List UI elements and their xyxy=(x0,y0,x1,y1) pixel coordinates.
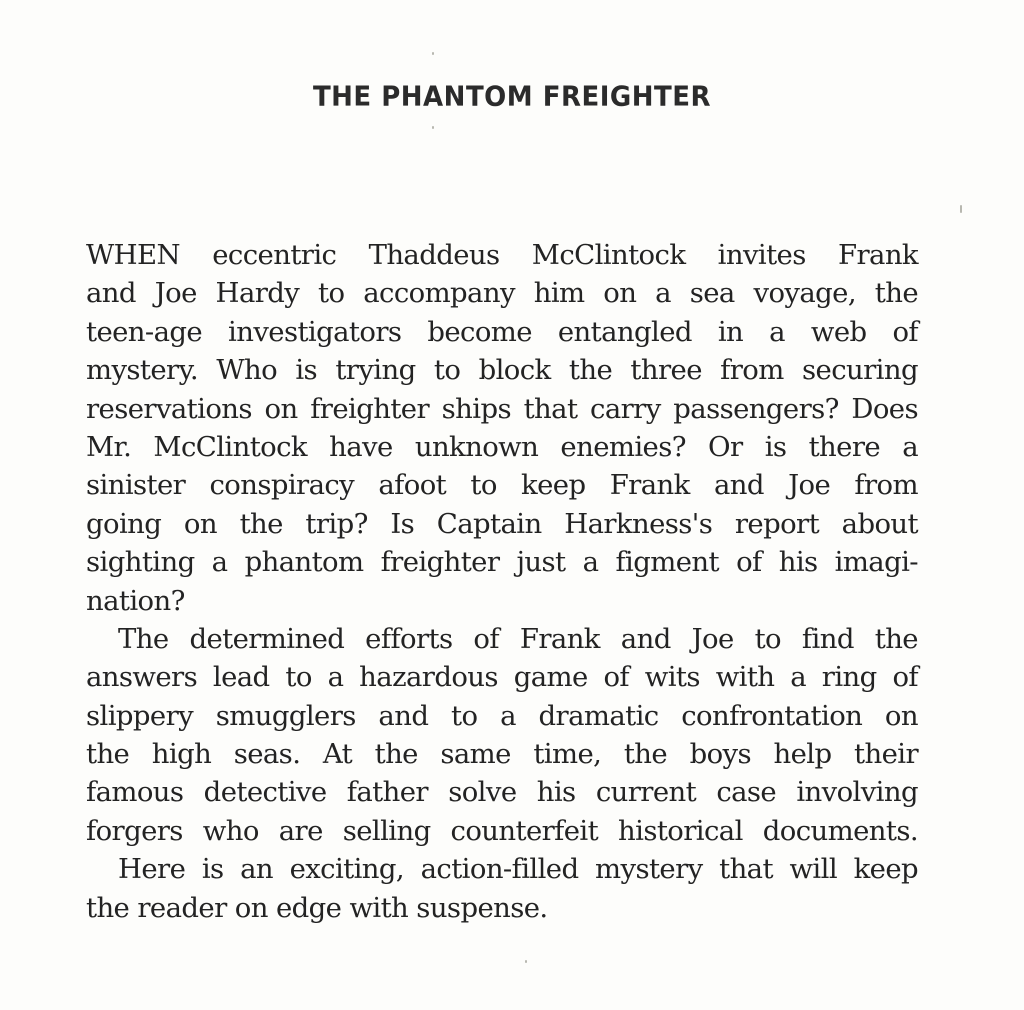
text-line: sighting a phantom freighter just a figment of his imagi- xyxy=(86,546,918,579)
text-line: The determined efforts of Frank and Joe to find the xyxy=(118,622,918,655)
text-line: the reader on edge with suspense. xyxy=(86,891,548,924)
synopsis-text xyxy=(86,236,918,927)
text-line: and Joe Hardy to accompany him on a sea voyage, the xyxy=(86,277,918,310)
text-line: reservations on freighter ships that carry passengers? Does xyxy=(86,392,918,425)
text-line: famous detective father solve his current case involving xyxy=(86,776,918,809)
text-line: Mr. McClintock have unknown enemies? Or is there a xyxy=(86,430,918,463)
book-title: THE PHANTOM FREIGHTER xyxy=(312,81,712,113)
text-line: going on the trip? Is Captain Harkness's report about xyxy=(86,507,918,540)
text-line: the high seas. At the same time, the boys help their xyxy=(86,738,918,771)
text-line: WHEN eccentric Thaddeus McClintock invites Frank xyxy=(86,239,918,271)
text-line: Here is an exciting, action-filled mystery that will keep xyxy=(118,853,918,886)
text-line: slippery smugglers and to a dramatic confrontation on xyxy=(86,699,918,732)
text-line: forgers who are selling counterfeit historical documents. xyxy=(86,814,918,847)
text-line: sinister conspiracy afoot to keep Frank and Joe from xyxy=(86,469,918,502)
text-line: mystery. Who is trying to block the three from securing xyxy=(86,354,918,387)
text-line: nation? xyxy=(86,584,185,617)
paper-speck xyxy=(960,205,962,213)
text-line: teen-age investigators become entangled in a web of xyxy=(86,315,918,348)
text-line: answers lead to a hazardous game of wits with a ring of xyxy=(86,661,918,694)
paper-speck xyxy=(432,126,434,129)
paper-speck xyxy=(525,960,527,963)
paper-speck xyxy=(432,52,434,55)
